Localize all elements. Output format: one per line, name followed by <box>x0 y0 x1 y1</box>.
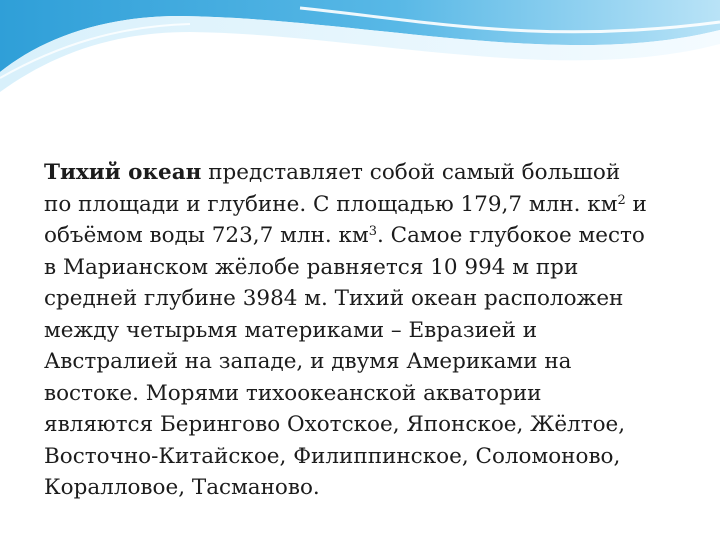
text-fragment: представляет собой самый большой <box>201 160 621 185</box>
text-fragment: объёмом воды 723,7 млн. км <box>44 223 369 248</box>
text-line: Восточно-Китайское, Филиппинское, Соломоново, <box>44 443 621 469</box>
superscript-2: 2 <box>617 192 626 208</box>
text-line: являются Берингово Охотское, Японское, Жёлтое, <box>44 412 626 437</box>
superscript-3: 3 <box>368 224 377 239</box>
text-line: Коралловое, Тасманово. <box>44 475 320 500</box>
text-fragment: и <box>625 191 647 217</box>
header-wave-decoration <box>0 0 720 110</box>
text-line: средней глубине 3984 м. Тихий океан расположен <box>44 286 624 311</box>
text-fragment: . Самое глубокое место <box>376 223 645 248</box>
text-line <box>44 157 694 189</box>
text-line <box>44 189 694 221</box>
text-line: востоке. Морями тихоокеанской акватории <box>44 380 542 406</box>
lead-term: Тихий океан <box>44 160 202 185</box>
text-fragment: по площади и глубине. С площадью 179,7 млн. км <box>44 191 618 217</box>
text-line: между четырьмя материками – Евразией и <box>44 317 538 343</box>
text-line <box>44 220 694 252</box>
text-line: в Марианском жёлобе равняется 10 994 м при <box>44 254 579 280</box>
body-paragraph <box>44 157 694 504</box>
text-line: Австралией на западе, и двумя Америками на <box>44 349 572 374</box>
